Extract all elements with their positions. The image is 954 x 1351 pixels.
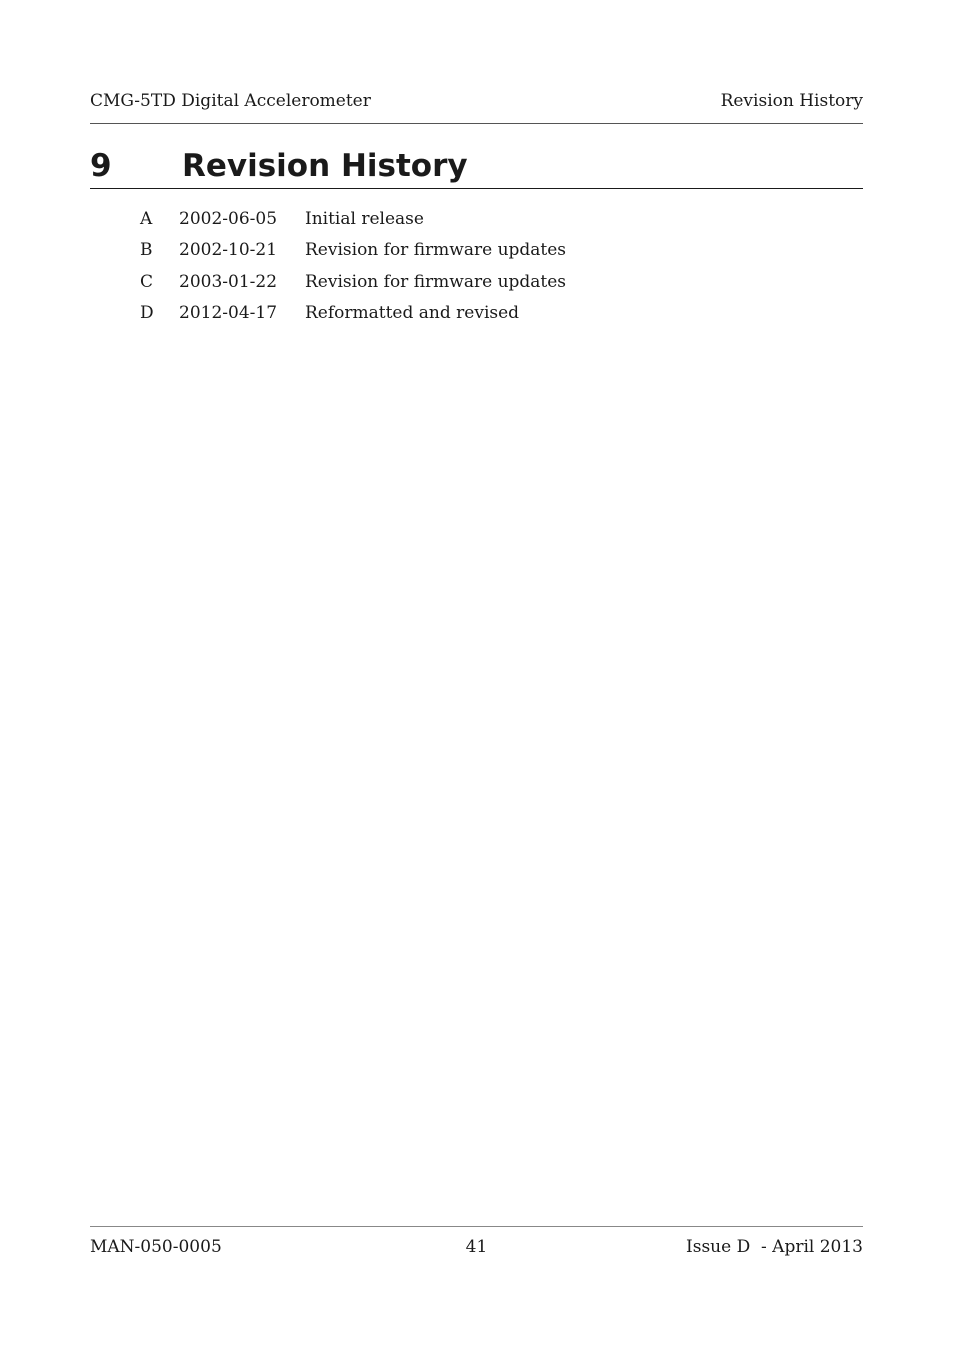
section-title: Revision History [182,148,468,184]
page-footer [90,1226,863,1257]
revision-description: Revision for firmware updates [305,271,567,292]
section-number: 9 [90,148,112,184]
revision-issue: B [140,240,153,261]
revision-row [140,203,566,235]
page-header [90,89,863,124]
revision-row [140,235,566,267]
revision-description: Revision for firmware updates [305,240,567,261]
revision-date: 2003-01-22 [179,271,278,292]
footer-issue-date: Issue D - April 2013 [686,1237,863,1257]
header-section-title: Revision History [720,91,863,111]
revision-description: Initial release [305,208,424,229]
header-document-title: CMG-5TD Digital Accelerometer [90,91,371,111]
revision-date: 2002-06-05 [179,208,278,229]
revision-row [140,266,566,298]
page-number: 41 [465,1237,488,1257]
revision-issue: D [140,303,154,324]
revision-date: 2012-04-17 [179,303,278,324]
section-heading [90,145,863,189]
revision-issue: C [140,271,154,292]
revision-table [140,203,566,329]
revision-issue: A [140,208,153,229]
revision-date: 2002-10-21 [179,240,278,261]
footer-document-number: MAN-050-0005 [90,1237,222,1257]
revision-description: Reformatted and revised [305,303,520,324]
revision-row [140,298,566,330]
